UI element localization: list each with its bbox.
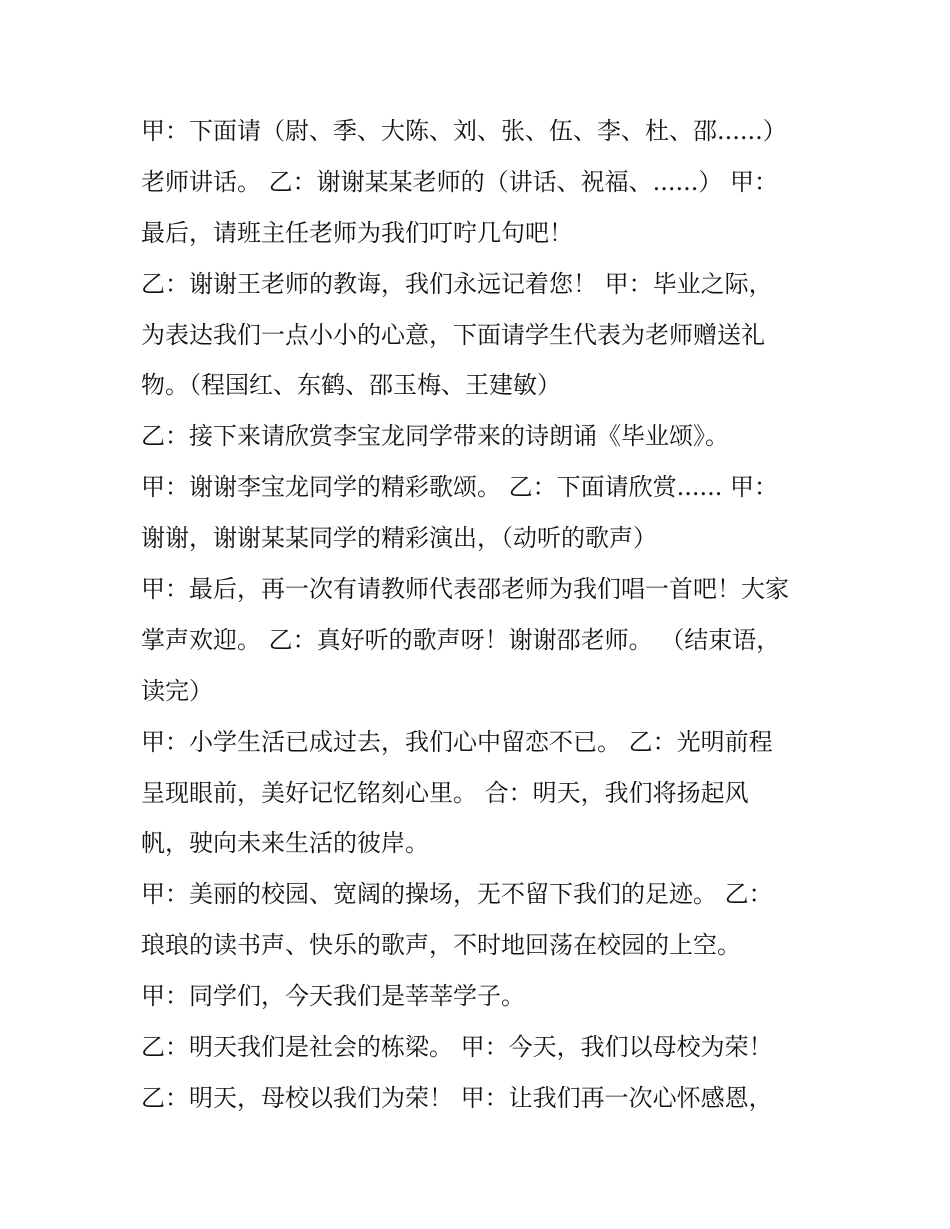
text-line: 甲：下面请（尉、季、大陈、刘、张、伍、李、杜、邵......）	[141, 117, 787, 145]
text-line: 呈现眼前，美好记忆铭刻心里。 合：明天，我们将扬起风	[141, 778, 749, 807]
text-line: 甲：美丽的校园、宽阔的操场，无不留下我们的足迹。 乙：	[141, 880, 773, 909]
text-line: 最后，请班主任老师为我们叮咛几句吧！	[141, 218, 573, 247]
text-line: 乙：明天我们是社会的栋梁。 甲：今天，我们以母校为荣！	[141, 1033, 773, 1062]
text-line: 琅琅的读书声、快乐的歌声，不时地回荡在校园的上空。	[141, 931, 741, 960]
text-line: 乙：接下来请欣赏李宝龙同学带来的诗朗诵《毕业颂》。	[141, 422, 729, 451]
text-line: 掌声欢迎。 乙：真好听的歌声呀！谢谢邵老师。 （结束语，	[141, 625, 781, 654]
text-line: 甲：小学生活已成过去，我们心中留恋不已。 乙：光明前程	[141, 727, 773, 756]
text-line: 甲：谢谢李宝龙同学的精彩歌颂。 乙：下面请欣赏...... 甲：	[141, 473, 779, 502]
document-body	[141, 106, 841, 1124]
text-line: 为表达我们一点小小的心意，下面请学生代表为老师赠送礼	[141, 320, 765, 349]
text-line: 乙：明天，母校以我们为荣！ 甲：让我们再一次心怀感恩，	[141, 1083, 773, 1112]
text-line: 帆，驶向未来生活的彼岸。	[141, 829, 429, 858]
text-line: 老师讲话。 乙：谢谢某某老师的（讲话、祝福、......） 甲：	[141, 167, 779, 196]
text-line: 甲：同学们，今天我们是莘莘学子。	[141, 982, 525, 1011]
text-line: 读完）	[141, 676, 213, 705]
text-line: 乙：谢谢王老师的教诲，我们永远记着您！ 甲：毕业之际，	[141, 269, 773, 298]
text-line: 甲：最后，再一次有请教师代表邵老师为我们唱一首吧！大家	[141, 575, 789, 604]
text-line: 谢谢，谢谢某某同学的精彩演出，（动听的歌声）	[141, 524, 657, 553]
text-line: 物。（程国红、东鹤、邵玉梅、王建敏）	[141, 371, 561, 400]
